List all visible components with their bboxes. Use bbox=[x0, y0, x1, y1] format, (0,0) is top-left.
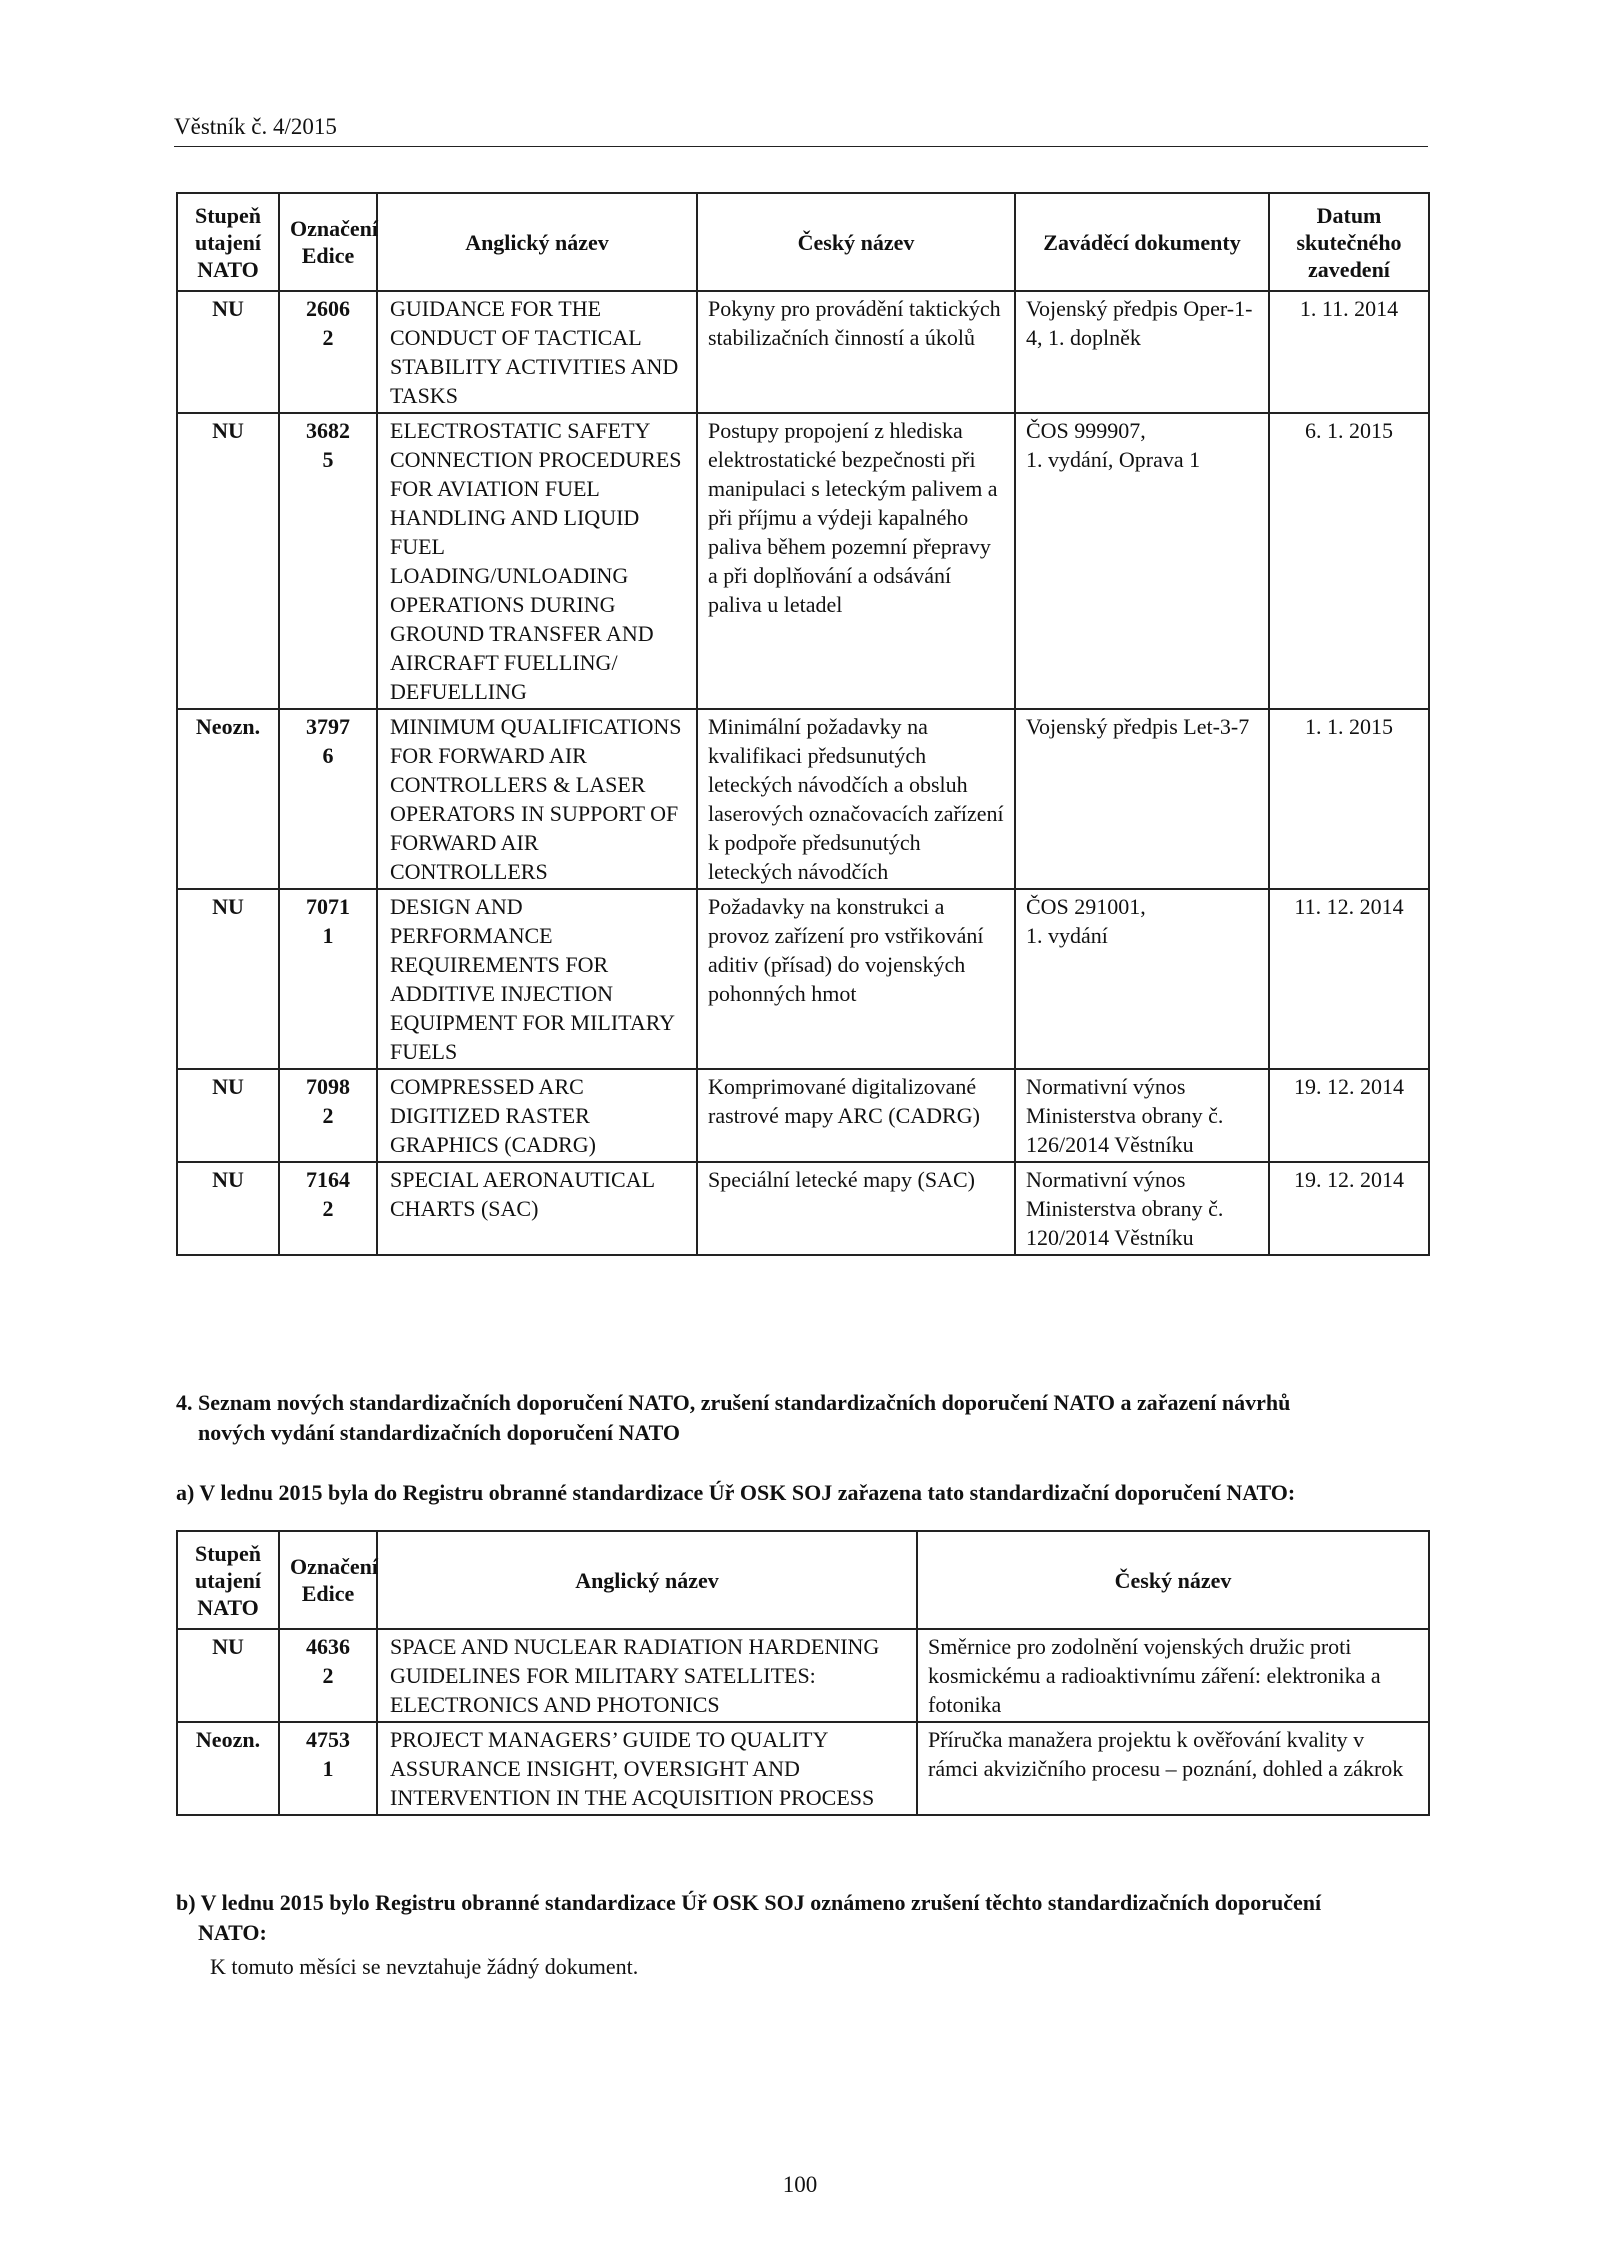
table-row bbox=[177, 889, 1429, 1069]
implementation-date-cell: 6. 1. 2015 bbox=[1269, 413, 1429, 709]
implementation-date-cell: 1. 1. 2015 bbox=[1269, 709, 1429, 889]
implementation-date-cell: 11. 12. 2014 bbox=[1269, 889, 1429, 1069]
table-row bbox=[177, 413, 1429, 709]
journal-title: Věstník č. 4/2015 bbox=[174, 114, 337, 139]
col-header-classification: Stupeň utajení NATO bbox=[177, 1531, 279, 1629]
implementing-docs-cell: Normativní výnos Ministerstva obrany č. 120/2014 Věstníku bbox=[1015, 1162, 1269, 1255]
section-4a-heading: a) V lednu 2015 byla do Registru obranné standardizace Úř OSK SOJ zařazena tato standardizační doporučení NATO: bbox=[176, 1480, 1296, 1505]
english-title-cell: COMPRESSED ARC DIGITIZED RASTER GRAPHICS (CADRG) bbox=[377, 1069, 697, 1162]
col-header-designation: Označení Edice bbox=[279, 193, 377, 291]
col-header-czech-title: Český název bbox=[917, 1531, 1429, 1629]
table-row bbox=[177, 1629, 1429, 1722]
classification-cell: NU bbox=[177, 889, 279, 1069]
implementing-docs-cell: ČOS 291001, 1. vydání bbox=[1015, 889, 1269, 1069]
table-row bbox=[177, 1722, 1429, 1815]
section-4b-heading-line-2: NATO: bbox=[198, 1920, 267, 1945]
classification-cell: NU bbox=[177, 1069, 279, 1162]
section-4b-heading bbox=[176, 1888, 1430, 1948]
czech-title-cell: Speciální letecké mapy (SAC) bbox=[697, 1162, 1015, 1255]
table-row bbox=[177, 291, 1429, 413]
classification-cell: Neozn. bbox=[177, 1722, 279, 1815]
czech-title-cell: Příručka manažera projektu k ověřování kvality v rámci akvizičního procesu – poznání, dohled a zákrok bbox=[917, 1722, 1429, 1815]
section-4b-text: K tomuto měsíci se nevztahuje žádný dokument. bbox=[210, 1954, 639, 1979]
implementing-docs-cell: Vojenský předpis Oper-1-4, 1. doplněk bbox=[1015, 291, 1269, 413]
designation-cell: 4636 2 bbox=[279, 1629, 377, 1722]
implementation-date-cell: 1. 11. 2014 bbox=[1269, 291, 1429, 413]
page-header bbox=[174, 112, 1428, 147]
implementing-docs-cell: Normativní výnos Ministerstva obrany č. 126/2014 Věstníku bbox=[1015, 1069, 1269, 1162]
designation-cell: 2606 2 bbox=[279, 291, 377, 413]
english-title-cell: MINIMUM QUALIFICATIONS FOR FORWARD AIR CONTROLLERS & LASER OPERATORS IN SUPPORT OF FORWARD AIR CONTROLLERS bbox=[377, 709, 697, 889]
designation-cell: 3797 6 bbox=[279, 709, 377, 889]
implementation-date-cell: 19. 12. 2014 bbox=[1269, 1162, 1429, 1255]
col-header-english-title: Anglický název bbox=[377, 1531, 917, 1629]
classification-cell: NU bbox=[177, 1162, 279, 1255]
col-header-implementing-docs: Zaváděcí dokumenty bbox=[1015, 193, 1269, 291]
section-4-heading-line-2: nových vydání standardizačních doporučení NATO bbox=[198, 1420, 681, 1445]
classification-cell: NU bbox=[177, 291, 279, 413]
english-title-cell: SPACE AND NUCLEAR RADIATION HARDENING GUIDELINES FOR MILITARY SATELLITES: ELECTRONICS AND PHOTONICS bbox=[377, 1629, 917, 1722]
section-4b-heading-line-1: b) V lednu 2015 bylo Registru obranné standardizace Úř OSK SOJ oznámeno zrušení těchto standardizačních doporučení bbox=[176, 1890, 1322, 1915]
page-number: 100 bbox=[782, 2172, 818, 2197]
implementing-docs-cell: ČOS 999907, 1. vydání, Oprava 1 bbox=[1015, 413, 1269, 709]
classification-cell: NU bbox=[177, 1629, 279, 1722]
col-header-classification: Stupeň utajení NATO bbox=[177, 193, 279, 291]
czech-title-cell: Postupy propojení z hlediska elektrostatické bezpečnosti při manipulaci s leteckým palivem a při příjmu a výdeji kapalného paliva během pozemní přepravy a při doplňování a odsávání paliva u letadel bbox=[697, 413, 1015, 709]
czech-title-cell: Komprimované digitalizované rastrové mapy ARC (CADRG) bbox=[697, 1069, 1015, 1162]
classification-cell: NU bbox=[177, 413, 279, 709]
section-4-heading bbox=[176, 1388, 1430, 1448]
table-row bbox=[177, 1069, 1429, 1162]
col-header-english-title: Anglický název bbox=[377, 193, 697, 291]
implementation-date-cell: 19. 12. 2014 bbox=[1269, 1069, 1429, 1162]
english-title-cell: ELECTROSTATIC SAFETY CONNECTION PROCEDURES FOR AVIATION FUEL HANDLING AND LIQUID FUEL LOADING/UNLOADING OPERATIONS DURING GROUND TRANSFER AND AIRCRAFT FUELLING/ DEFUELLING bbox=[377, 413, 697, 709]
section-4-heading-line-1: 4. Seznam nových standardizačních doporučení NATO, zrušení standardizačních doporučení NATO a zařazení návrhů bbox=[176, 1390, 1291, 1415]
classification-cell: Neozn. bbox=[177, 709, 279, 889]
col-header-designation: Označení Edice bbox=[279, 1531, 377, 1629]
english-title-cell: GUIDANCE FOR THE CONDUCT OF TACTICAL STABILITY ACTIVITIES AND TASKS bbox=[377, 291, 697, 413]
table-header-row bbox=[177, 193, 1429, 291]
table-row bbox=[177, 1162, 1429, 1255]
table-row bbox=[177, 709, 1429, 889]
implementing-docs-cell: Vojenský předpis Let-3-7 bbox=[1015, 709, 1269, 889]
designation-cell: 7098 2 bbox=[279, 1069, 377, 1162]
table-header-row bbox=[177, 1531, 1429, 1629]
czech-title-cell: Minimální požadavky na kvalifikaci předsunutých leteckých návodčích a obsluh laserových označovacích zařízení k podpoře předsunutých leteckých návodčích bbox=[697, 709, 1015, 889]
english-title-cell: SPECIAL AERONAUTICAL CHARTS (SAC) bbox=[377, 1162, 697, 1255]
col-header-implementation-date: Datum skutečného zavedení bbox=[1269, 193, 1429, 291]
czech-title-cell: Pokyny pro provádění taktických stabilizačních činností a úkolů bbox=[697, 291, 1015, 413]
czech-title-cell: Požadavky na konstrukci a provoz zařízení pro vstřikování aditiv (přísad) do vojenských pohonných hmot bbox=[697, 889, 1015, 1069]
english-title-cell: PROJECT MANAGERS’ GUIDE TO QUALITY ASSURANCE INSIGHT, OVERSIGHT AND INTERVENTION IN THE ACQUISITION PROCESS bbox=[377, 1722, 917, 1815]
designation-cell: 7071 1 bbox=[279, 889, 377, 1069]
new-standards-table bbox=[176, 1530, 1430, 1816]
designation-cell: 3682 5 bbox=[279, 413, 377, 709]
designation-cell: 4753 1 bbox=[279, 1722, 377, 1815]
standards-table bbox=[176, 192, 1430, 1256]
english-title-cell: DESIGN AND PERFORMANCE REQUIREMENTS FOR ADDITIVE INJECTION EQUIPMENT FOR MILITARY FUELS bbox=[377, 889, 697, 1069]
col-header-czech-title: Český název bbox=[697, 193, 1015, 291]
czech-title-cell: Směrnice pro zodolnění vojenských družic proti kosmickému a radioaktivnímu záření: elektronika a fotonika bbox=[917, 1629, 1429, 1722]
designation-cell: 7164 2 bbox=[279, 1162, 377, 1255]
